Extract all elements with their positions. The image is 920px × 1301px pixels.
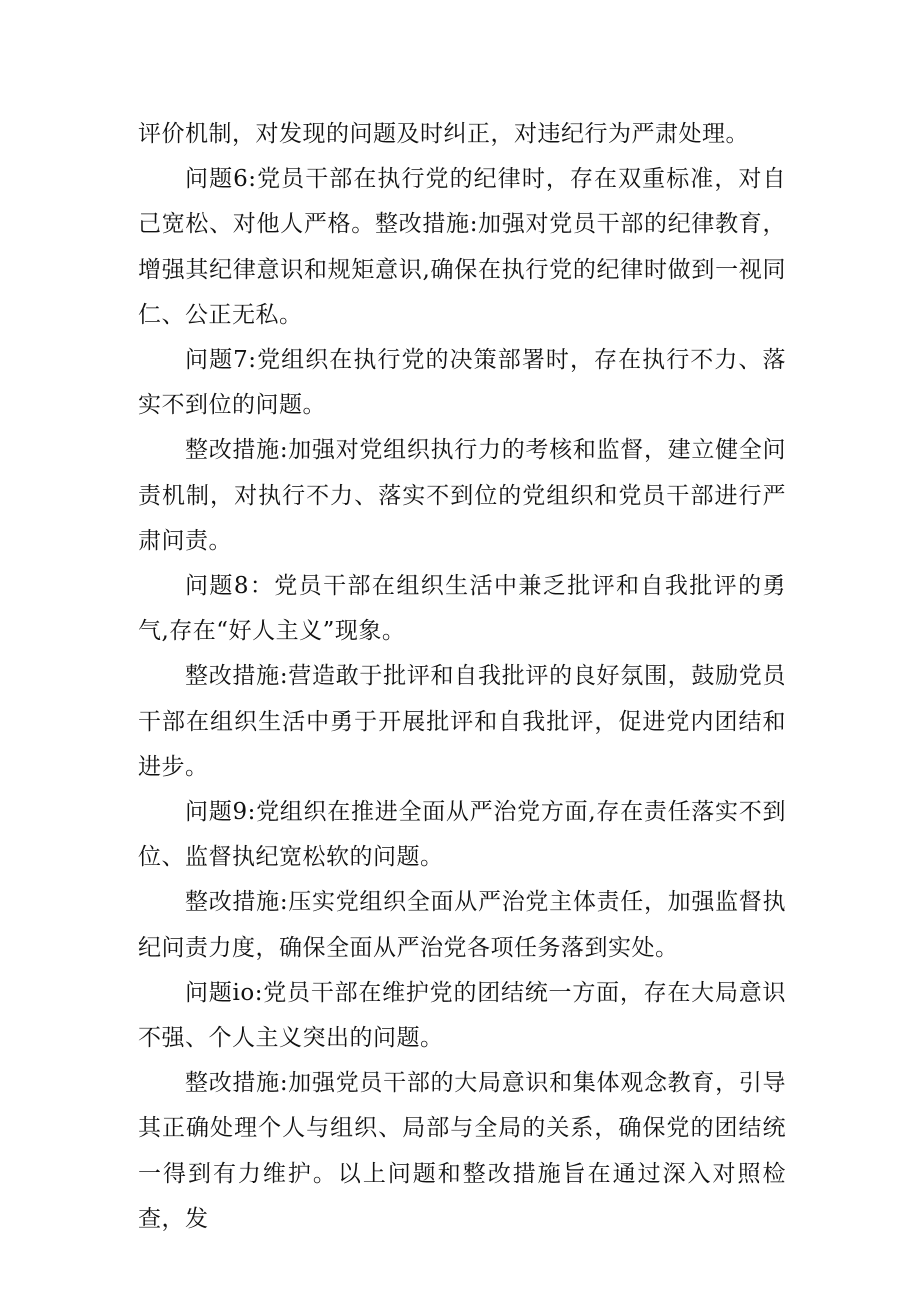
paragraph-measure-10: 整改措施:加强党员干部的大局意识和集体观念教育，引导其正确处理个人与组织、局部与全局的关系，确保党的团结统一得到有力维护。以上问题和整改措施旨在通过深入对照检查，发 (138, 1070, 786, 1232)
paragraph-measure-7: 整改措施:加强对党组织执行力的考核和监督，建立健全问责机制，对执行不力、落实不到位的党组织和党员干部进行严肃问责。 (138, 437, 786, 554)
paragraph-issue-8: 问题8：党员干部在组织生活中兼乏批评和自我批评的勇气,存在“好人主义”现象。 (138, 573, 786, 645)
paragraph-issue-6: 问题6:党员干部在执行党的纪律时，存在双重标准，对自己宽松、对他人严格。整改措施:加强对党员干部的纪律教育，增强其纪律意识和规矩意识,确保在执行党的纪律时做到一视同仁、公正无私。 (138, 166, 786, 328)
paragraph-continuation: 评价机制，对发现的问题及时纠正，对违纪行为严肃处理。 (138, 121, 749, 147)
paragraph-measure-9: 整改措施:压实党组织全面从严治党主体责任，加强监督执纪问责力度，确保全面从严治党各项任务落到实处。 (138, 889, 786, 961)
paragraph-measure-8: 整改措施:营造敢于批评和自我批评的良好氛围，鼓励党员干部在组织生活中勇于开展批评和自我批评，促进党内团结和进步。 (138, 663, 786, 780)
paragraph-issue-7: 问题7:党组织在执行党的决策部署时，存在执行不力、落实不到位的问题。 (138, 347, 786, 419)
paragraph-issue-9: 问题9:党组织在推进全面从严治党方面,存在责任落实不到位、监督执纪宽松软的问题。 (138, 799, 786, 871)
paragraph-issue-10: 问题io:党员干部在维护党的团结统一方面，存在大局意识不强、个人主义突出的问题。 (138, 979, 786, 1052)
document-body (138, 112, 786, 1242)
